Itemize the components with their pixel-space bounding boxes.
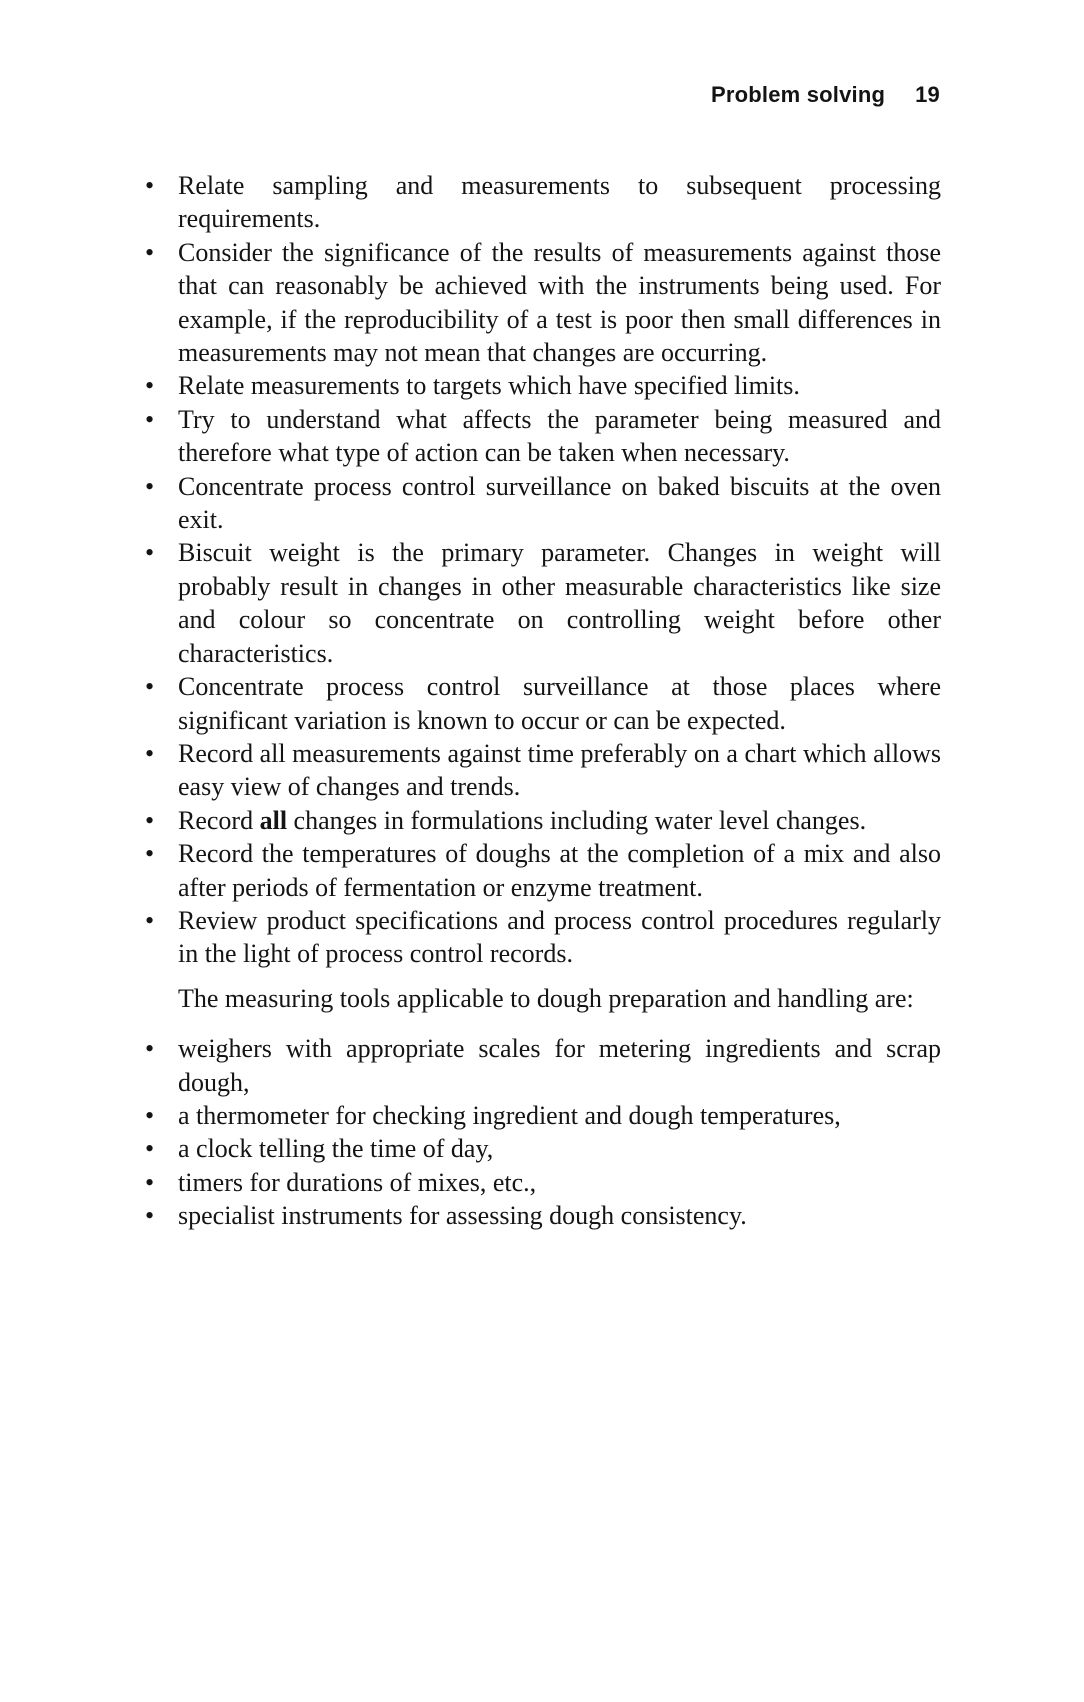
bullet-marker: •	[145, 672, 155, 702]
list-item	[145, 169, 941, 236]
list-item	[145, 904, 941, 971]
list-item-text: a thermometer for checking ingredient and dough temperatures,	[178, 1100, 841, 1130]
list-item-text: Consider the significance of the results of measurements against those that can reasonably be achieved with the instruments being used. For example, if the reproducibility of a test is poor then small differences in measurements may not mean that changes are occurring.	[178, 237, 941, 368]
bullet-marker: •	[145, 1167, 155, 1197]
bullet-marker: •	[145, 1201, 155, 1231]
bullet-marker: •	[145, 171, 155, 200]
list-item	[145, 804, 941, 837]
list-item-text: Relate sampling and measurements to subsequent processing requirements.	[178, 171, 941, 234]
bullet-marker: •	[145, 738, 155, 768]
list-item-text: specialist instruments for assessing dough consistency.	[178, 1201, 747, 1231]
list-item-text: Try to understand what affects the parameter being measured and therefore what type of action can be taken when necessary.	[178, 404, 941, 468]
list-item	[145, 737, 941, 804]
bullet-marker: •	[145, 1100, 155, 1130]
list-item	[145, 403, 941, 470]
list-item-text: Record the temperatures of doughs at the completion of a mix and also after periods of fermentation or enzyme treatment.	[178, 839, 941, 902]
bullet-marker: •	[145, 839, 155, 869]
list-item	[145, 1032, 941, 1099]
bullet-marker: •	[145, 805, 155, 835]
list-item	[145, 236, 941, 370]
list-item-text: Review product specifications and process control procedures regularly in the light of process control records.	[178, 905, 941, 969]
list-item	[145, 1199, 941, 1232]
running-head	[711, 82, 940, 108]
list-item	[145, 670, 941, 737]
list-item	[145, 1166, 941, 1199]
bullet-marker: •	[145, 371, 155, 401]
list-item-text: Relate measurements to targets which have specified limits.	[178, 371, 800, 401]
body-text	[145, 169, 941, 1233]
bullet-marker: •	[145, 237, 155, 267]
bullet-marker: •	[145, 1134, 155, 1164]
bullet-marker: •	[145, 1034, 155, 1064]
list-item-text: a clock telling the time of day,	[178, 1134, 494, 1164]
emphasis-all: all	[259, 805, 288, 835]
list-item	[145, 369, 941, 402]
running-title: Problem solving	[710, 82, 886, 107]
bullet-list-measuring-tools	[145, 1032, 941, 1232]
list-item-text: Biscuit weight is the primary parameter. Changes in weight will probably result in changes in other measurable characteristics like size and colour so concentrate on controlling weight before other characteristics.	[178, 538, 941, 668]
bullet-list-guidelines	[145, 169, 941, 971]
list-item	[145, 1099, 941, 1132]
list-item-text: weighers with appropriate scales for metering ingredients and scrap dough,	[178, 1034, 941, 1097]
list-item	[145, 1132, 941, 1165]
list-item-text: Concentrate process control surveillance on baked biscuits at the oven exit.	[178, 471, 941, 535]
bullet-marker: •	[145, 404, 155, 434]
bullet-marker: •	[145, 905, 155, 935]
bullet-marker: •	[145, 471, 155, 501]
list-item	[145, 837, 941, 904]
bullet-marker: •	[145, 538, 155, 568]
list-item-text: Concentrate process control surveillance at those places where significant variation is known to occur or can be expected.	[178, 672, 941, 735]
list-item-text-pre: Record	[178, 805, 260, 835]
measuring-tools-paragraph: The measuring tools applicable to dough preparation and handling are:	[178, 983, 914, 1013]
list-item-text-post: changes in formulations including water level changes.	[287, 805, 867, 835]
list-item	[145, 536, 941, 670]
list-item	[145, 470, 941, 537]
list-item-text: Record all measurements against time preferably on a chart which allows easy view of changes and trends.	[178, 738, 941, 802]
list-item-text: timers for durations of mixes, etc.,	[178, 1167, 537, 1197]
page-number: 19	[915, 82, 940, 107]
